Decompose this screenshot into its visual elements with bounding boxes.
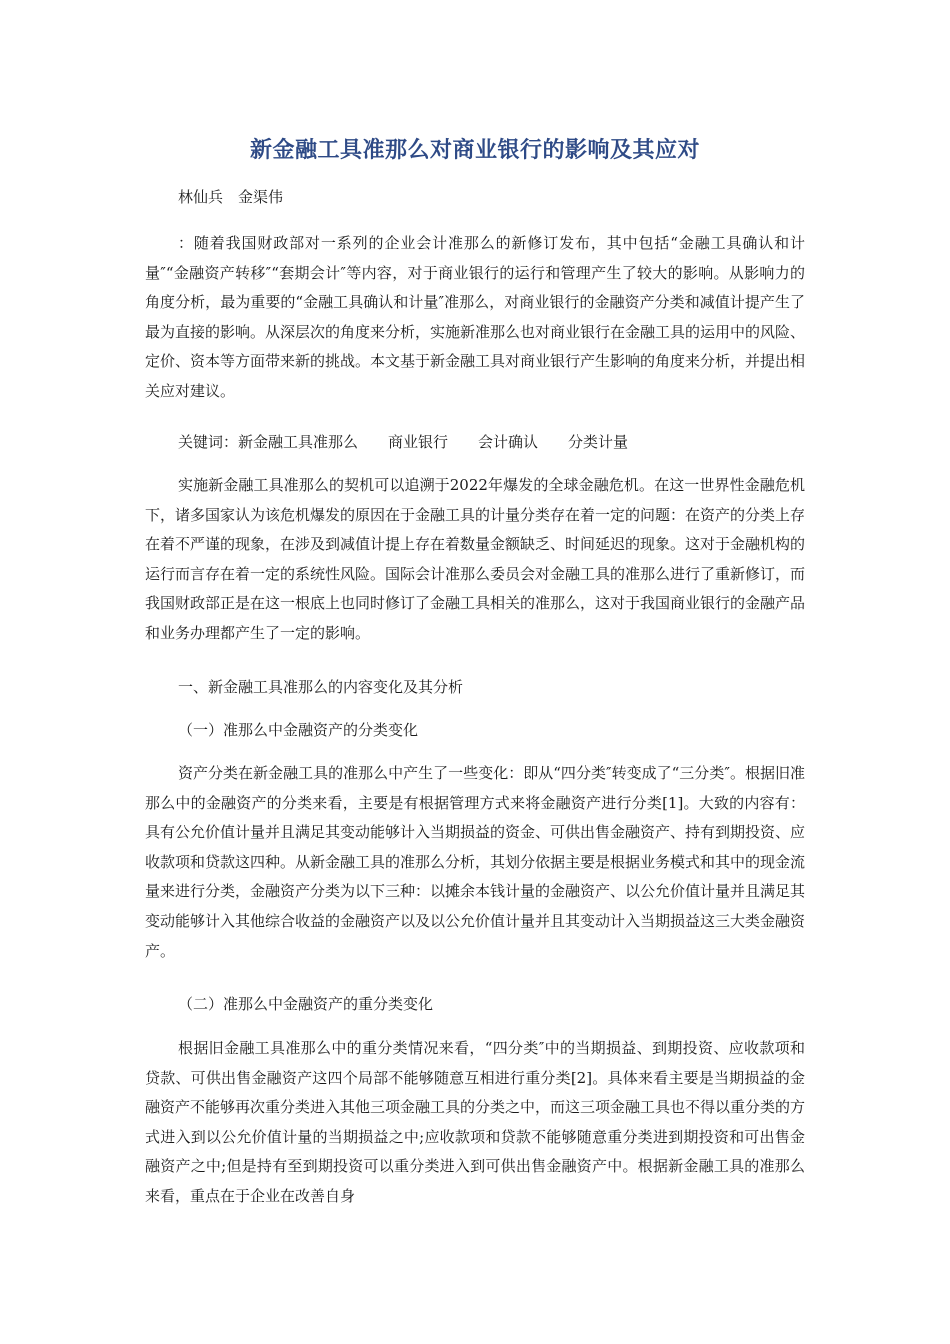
subsection-heading-1-1: （一）准那么中金融资产的分类变化 bbox=[178, 721, 419, 739]
subsection-heading-1-2: （二）准那么中金融资产的重分类变化 bbox=[178, 995, 434, 1013]
keywords: 关键词：新金融工具准那么 商业银行 会计确认 分类计量 bbox=[178, 433, 629, 451]
document-title: 新金融工具准那么对商业银行的影响及其应对 bbox=[249, 138, 700, 163]
section-heading-1: 一、新金融工具准那么的内容变化及其分析 bbox=[178, 678, 464, 696]
intro-paragraph: 实施新金融工具准那么的契机可以追溯于2022年爆发的全球金融危机。在这一世界性金融危机下，诸多国家认为该危机爆发的原因在于金融工具的计量分类存在着一定的问题：在资产的分类上存在着不严谨的现象，在涉及到减值计提上存在着数量金额缺乏、时间延迟的现象。这对于金融机构的运行而言存在着一定的系统性风险。国际会计准那么委员会对金融工具的准那么进行了重新修订，而我国财政部正是在这一根底上也同时修订了金融工具相关的准那么，这对于我国商业银行的金融产品和业务办理都产生了一定的影响。 bbox=[145, 476, 806, 642]
authors: 林仙兵 金渠伟 bbox=[178, 188, 284, 206]
abstract-paragraph: ：随着我国财政部对一系列的企业会计准那么的新修订发布，其中包括“金融工具确认和计量″“金融资产转移″“套期会计″等内容，对于商业银行的运行和管理产生了较大的影响。从影响力的角度分析，最为重要的“金融工具确认和计量″准那么，对商业银行的金融资产分类和减值计提产生了最为直接的影响。从深层次的角度来分析，实施新准那么也对商业银行在金融工具的运用中的风险、定价、资本等方面带来新的挑战。本文基于新金融工具对商业银行产生影响的角度来分析，并提出相关应对建议。 bbox=[145, 234, 806, 400]
body-paragraph-classification: 资产分类在新金融工具的准那么中产生了一些变化：即从“四分类″转变成了“三分类″。根据旧准那么中的金融资产的分类来看，主要是有根据管理方式来将金融资产进行分类[1]。大致的内容有：具有公允价值计量并且满足其变动能够计入当期损益的资金、可供出售金融资产、持有到期投资、应收款项和贷款这四种。从新金融工具的准那么分析，其划分依据主要是根据业务模式和其中的现金流量来进行分类，金融资产分类为以下三种：以摊余本钱计量的金融资产、以公允价值计量并且满足其变动能够计入其他综合收益的金融资产以及以公允价值计量并且其变动计入当期损益这三大类金融资产。 bbox=[145, 764, 806, 960]
body-paragraph-reclassification: 根据旧金融工具准那么中的重分类情况来看，“四分类″中的当期损益、到期投资、应收款项和贷款、可供出售金融资产这四个局部不能够随意互相进行重分类[2]。具体来看主要是当期损益的金融资产不能够再次重分类进入其他三项金融工具的分类之中，而这三项金融工具也不得以重分类的方式进入到以公允价值计量的当期损益之中;应收款项和贷款不能够随意重分类进到期投资和可出售金融资产之中;但是持有至到期投资可以重分类进入到可供出售金融资产中。根据新金融工具的准那么来看，重点在于企业在改善自身 bbox=[145, 1039, 806, 1205]
